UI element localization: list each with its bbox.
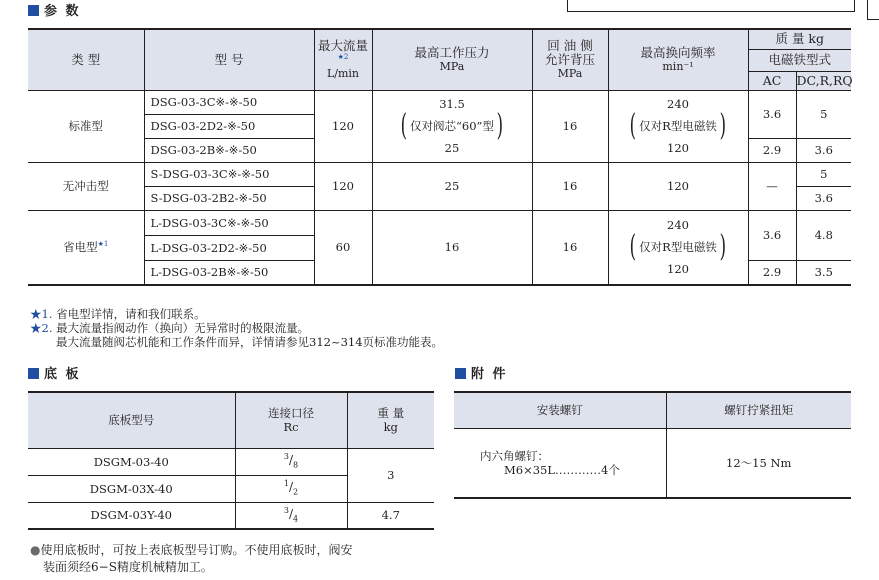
model-cell: DSG-03-2D2-※-50 <box>144 114 314 138</box>
header-weight: 重 量 kg <box>347 392 434 448</box>
mass-dc-cell: 3.5 <box>796 260 851 285</box>
mass-dc-cell: 3.6 <box>796 138 851 162</box>
header-torque: 螺钉拧紧扭矩 <box>666 392 851 428</box>
port-size-cell: $^3/_4$ <box>235 502 347 529</box>
top-frame <box>567 0 855 12</box>
bullet-icon: ● <box>30 543 41 557</box>
mass-dc-cell: 5 <box>796 162 851 186</box>
model-cell: L-DSG-03-2D2-※-50 <box>144 235 314 260</box>
back-pressure-cell: 16 <box>532 210 608 285</box>
mass-ac-cell: 2.9 <box>748 260 796 285</box>
header-type: 类 型 <box>28 29 144 90</box>
header-model: 型 号 <box>144 29 314 90</box>
header-base-model: 底板型号 <box>28 392 235 448</box>
pressure-cell: 25 <box>372 162 532 210</box>
header-solenoid-type: 电磁铁型式 <box>748 49 851 71</box>
header-ac: AC <box>748 71 796 90</box>
pressure-cell: 31.5 ( 仅对阀芯“60”型) 25 <box>372 90 532 162</box>
base-plate-note: ●使用底板时，可按上表底板型号订购。不使用底板时，阀安 装面须经6−S精度机械精加工。 <box>30 543 353 574</box>
mass-dc-cell: 3.6 <box>796 186 851 210</box>
header-max-pressure: 最高工作压力 MPa <box>372 29 532 90</box>
frequency-cell: 120 <box>608 162 748 210</box>
model-cell: S-DSG-03-2B2-※-50 <box>144 186 314 210</box>
model-cell: DSG-03-3C※-※-50 <box>144 90 314 114</box>
params-section-title: 参 数 <box>28 4 81 20</box>
weight-cell: 4.7 <box>347 502 434 529</box>
bolt-cell: 内六角螺钉： M6×35L…………4个 <box>454 428 666 498</box>
square-bullet-icon <box>28 5 39 16</box>
footnote-1: ★1. 省电型详情，请和我们联系。 <box>30 307 206 321</box>
flow-cell: 120 <box>314 162 372 210</box>
back-pressure-cell: 16 <box>532 162 608 210</box>
type-standard: 标准型 <box>28 90 144 162</box>
base-plate-table <box>28 391 434 530</box>
frequency-cell: 240 ( 仅对R型电磁铁) 120 <box>608 90 748 162</box>
mass-ac-cell: — <box>748 162 796 210</box>
footnotes <box>30 307 443 349</box>
model-cell: DSG-03-2B※-※-50 <box>144 138 314 162</box>
pressure-cell: 16 <box>372 210 532 285</box>
mass-dc-cell: 5 <box>796 90 851 138</box>
model-cell: S-DSG-03-3C※-※-50 <box>144 162 314 186</box>
mass-ac-cell: 3.6 <box>748 90 796 138</box>
port-size-cell: $^3/_8$ <box>235 448 347 475</box>
square-bullet-icon <box>455 368 466 379</box>
model-cell: L-DSG-03-3C※-※-50 <box>144 210 314 235</box>
header-port-size: 连接口径 Rc <box>235 392 347 448</box>
base-section-title: 底 板 <box>28 367 81 383</box>
header-max-frequency: 最高换向频率 min⁻¹ <box>608 29 748 90</box>
accessory-table <box>454 391 851 499</box>
header-bolt: 安装螺钉 <box>454 392 666 428</box>
footnote-2: ★2. 最大流量指阀动作（换向）无异常时的极限流量。 <box>30 321 310 335</box>
header-back-pressure: 回 油 侧 允许背压 MPa <box>532 29 608 90</box>
frequency-cell: 240 ( 仅对R型电磁铁) 120 <box>608 210 748 285</box>
header-mass: 质 量 kg <box>748 29 851 49</box>
flow-cell: 120 <box>314 90 372 162</box>
port-size-cell: $^1/_2$ <box>235 475 347 502</box>
mass-dc-cell: 4.8 <box>796 210 851 260</box>
params-table <box>28 28 851 286</box>
page-edge-mark <box>867 0 879 20</box>
back-pressure-cell: 16 <box>532 90 608 162</box>
header-dc: DC,R,RQ <box>796 71 851 90</box>
weight-cell: 3 <box>347 448 434 502</box>
mass-ac-cell: 2.9 <box>748 138 796 162</box>
base-model-cell: DSGM-03-40 <box>28 448 235 475</box>
type-power-saving: 省电型$^{★1}$ <box>28 210 144 285</box>
model-cell: L-DSG-03-2B※-※-50 <box>144 260 314 285</box>
accessory-section-title: 附 件 <box>455 367 508 383</box>
header-max-flow: 最大流量$^{★2}$ L/min <box>314 29 372 90</box>
torque-cell: 12～15 Nm <box>666 428 851 498</box>
type-shockless: 无冲击型 <box>28 162 144 210</box>
footnote-2-continued: 最大流量随阀芯机能和工作条件而异，详情请参见312~314页标准功能表。 <box>56 335 444 349</box>
base-model-cell: DSGM-03X-40 <box>28 475 235 502</box>
square-bullet-icon <box>28 368 39 379</box>
mass-ac-cell: 3.6 <box>748 210 796 260</box>
base-model-cell: DSGM-03Y-40 <box>28 502 235 529</box>
flow-cell: 60 <box>314 210 372 285</box>
